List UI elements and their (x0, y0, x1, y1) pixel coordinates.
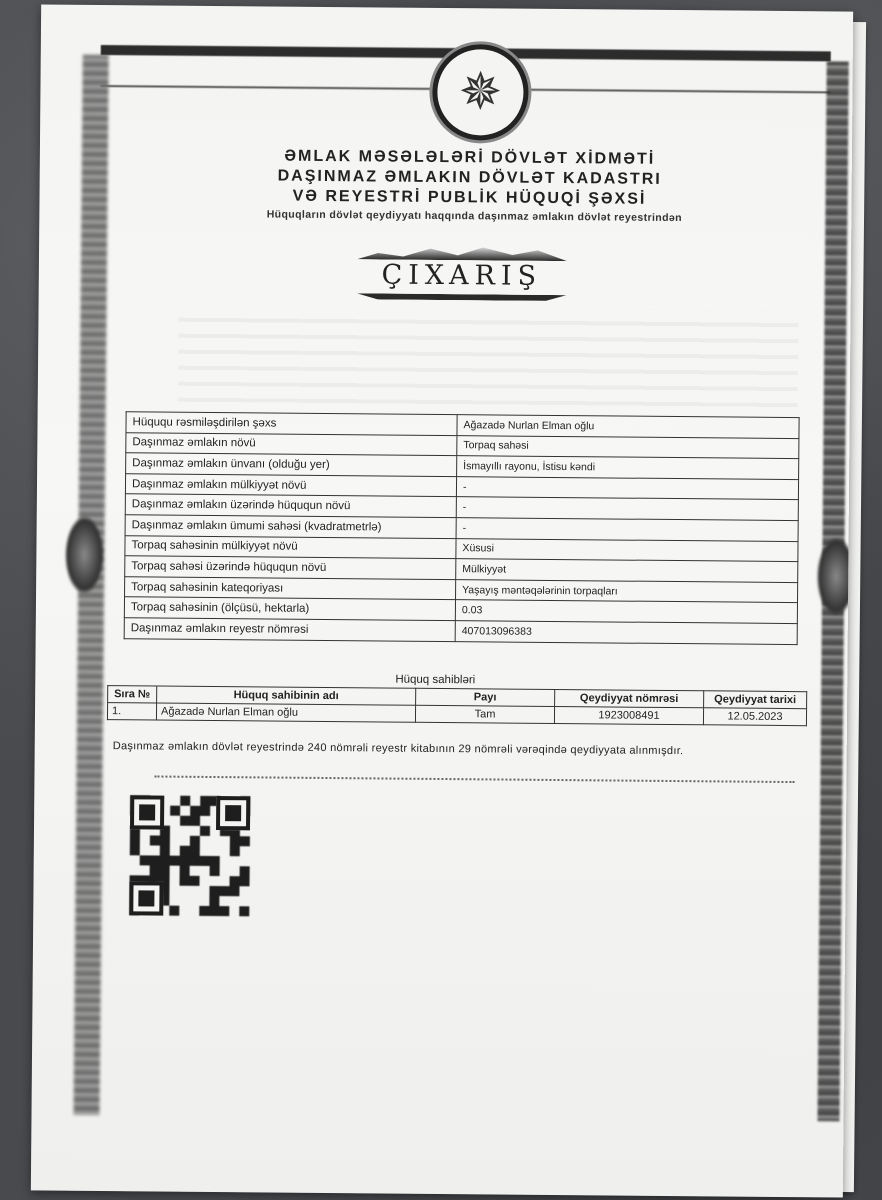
qr-module (230, 846, 240, 856)
qr-module (140, 845, 150, 855)
qr-module (210, 876, 220, 886)
qr-module (160, 866, 170, 876)
qr-module (200, 856, 210, 866)
qr-module (210, 836, 220, 846)
qr-module (150, 855, 160, 865)
qr-module (240, 846, 250, 856)
qr-module (200, 826, 210, 836)
qr-module (130, 855, 140, 865)
qr-module (200, 836, 210, 846)
info-value: - (456, 518, 798, 542)
qr-module (199, 896, 209, 906)
info-key: Hüququ rəsmiləşdirilən şəxs (126, 412, 457, 435)
qr-module (190, 826, 200, 836)
qr-module (240, 876, 250, 886)
owner-name: Ağazadə Nurlan Elman oğlu (156, 703, 415, 722)
document-title: ÇIXARIŞ (381, 259, 543, 292)
qr-module (170, 846, 180, 856)
qr-module (180, 816, 190, 826)
qr-module (239, 886, 249, 896)
qr-module (189, 896, 199, 906)
title-banner (357, 243, 567, 303)
qr-module (230, 856, 240, 866)
header-line-2: DAŞINMAZ ƏMLAKIN DÖVLƏT KADASTRI (277, 167, 662, 188)
qr-module (190, 836, 200, 846)
qr-module (220, 876, 230, 886)
info-key: Torpaq sahəsinin mülkiyyət növü (125, 535, 456, 558)
title-underline (357, 293, 567, 301)
qr-module (230, 866, 240, 876)
qr-module (170, 826, 180, 836)
property-info-table (124, 411, 800, 644)
qr-module (170, 836, 180, 846)
qr-module (180, 836, 190, 846)
qr-module (169, 896, 179, 906)
qr-module (170, 856, 180, 866)
info-key: Daşınmaz əmlakın ümumi sahəsi (kvadratmetrlə) (125, 515, 456, 538)
owners-title: Hüquq sahibləri (395, 673, 476, 687)
qr-module (190, 806, 200, 816)
info-value: İsmayıllı rayonu, İstisu kəndi (457, 456, 799, 480)
qr-module (220, 866, 230, 876)
qr-module (209, 906, 219, 916)
qr-module (210, 856, 220, 866)
qr-module (169, 906, 179, 916)
qr-module (180, 846, 190, 856)
qr-module (179, 886, 189, 896)
col-reg-number: Qeydiyyat nömrəsi (555, 689, 704, 707)
info-key: Torpaq sahəsinin (ölçüsü, hektarla) (124, 597, 455, 620)
qr-module (130, 845, 140, 855)
info-key: Torpaq sahəsi üzərində hüququn növü (125, 556, 456, 579)
qr-module (190, 856, 200, 866)
qr-module (240, 836, 250, 846)
col-share: Payı (416, 688, 555, 706)
info-value: Xüsusi (456, 538, 798, 562)
document-sheet (31, 4, 853, 1197)
qr-module (170, 866, 180, 876)
qr-module (230, 836, 240, 846)
qr-module (180, 826, 190, 836)
qr-module (130, 835, 140, 845)
qr-module (219, 896, 229, 906)
qr-module (190, 876, 200, 886)
qr-module (220, 856, 230, 866)
qr-module (140, 855, 150, 865)
agency-header (189, 146, 750, 211)
qr-module (140, 835, 150, 845)
state-emblem (432, 44, 529, 141)
qr-module (220, 836, 230, 846)
info-value: Yaşayış məntəqələrinin torpaqları (456, 579, 798, 603)
qr-module (190, 816, 200, 826)
qr-module (160, 846, 170, 856)
qr-module (219, 886, 229, 896)
qr-finder-bottom-left (129, 881, 163, 915)
info-value: 0.03 (455, 600, 797, 624)
qr-module (150, 865, 160, 875)
header-line-3: VƏ REYESTRİ PUBLİK HÜQUQİ ŞƏXSİ (292, 187, 647, 208)
owner-number: 1. (107, 703, 156, 720)
qr-module (170, 876, 180, 886)
qr-module (170, 806, 180, 816)
faded-background-text (178, 306, 799, 411)
info-value: Mülkiyyət (456, 559, 798, 583)
qr-module (189, 886, 199, 896)
qr-module (219, 906, 229, 916)
info-value: Torpaq sahəsi (457, 435, 799, 459)
qr-module (200, 796, 210, 806)
qr-module (190, 866, 200, 876)
owners-table (107, 685, 807, 726)
qr-module (180, 856, 190, 866)
col-owner-name: Hüquq sahibinin adı (157, 686, 416, 705)
qr-module (179, 906, 189, 916)
qr-module (229, 896, 239, 906)
col-number: Sıra № (108, 686, 157, 703)
qr-module (210, 846, 220, 856)
qr-module (190, 846, 200, 856)
qr-module (140, 865, 150, 875)
qr-module (200, 806, 210, 816)
info-key: Daşınmaz əmlakın reyestr nömrəsi (124, 618, 455, 641)
col-reg-date: Qeydiyyat tarixi (704, 691, 807, 709)
qr-module (229, 906, 239, 916)
qr-finder-top-right (216, 796, 250, 830)
qr-module (200, 846, 210, 856)
qr-module (180, 806, 190, 816)
qr-module (130, 865, 140, 875)
qr-module (209, 886, 219, 896)
info-key: Daşınmaz əmlakın növü (126, 432, 457, 455)
emblem-star-icon: ✵ (458, 62, 503, 123)
qr-module (200, 816, 210, 826)
document-subtitle: Hüquqların dövlət qeydiyyatı haqqında daşınmaz əmlakın dövlət reyestrindən (266, 208, 683, 225)
owner-reg-date: 12.05.2023 (703, 708, 806, 726)
qr-module (210, 866, 220, 876)
qr-module (200, 866, 210, 876)
frame-ornament-right (816, 536, 853, 616)
qr-module (150, 845, 160, 855)
qr-module (150, 835, 160, 845)
info-value: - (456, 476, 798, 500)
qr-module (170, 796, 180, 806)
qr-module (180, 866, 190, 876)
header-line-1: ƏMLAK MƏSƏLƏLƏRİ DÖVLƏT XİDMƏTİ (284, 147, 656, 168)
qr-module (240, 866, 250, 876)
info-value: Ağazadə Nurlan Elman oğlu (457, 415, 799, 439)
info-key: Daşınmaz əmlakın üzərində hüququn növü (125, 494, 456, 517)
qr-module (170, 816, 180, 826)
info-key: Daşınmaz əmlakın ünvanı (olduğu yer) (126, 453, 457, 476)
qr-module (200, 876, 210, 886)
qr-module (160, 856, 170, 866)
qr-module (239, 896, 249, 906)
qr-module (239, 906, 249, 916)
mountain-ornament (357, 243, 567, 261)
owner-share: Tam (415, 705, 554, 723)
qr-module (209, 896, 219, 906)
qr-module (190, 796, 200, 806)
qr-module (229, 886, 239, 896)
qr-module (230, 876, 240, 886)
qr-module (179, 896, 189, 906)
qr-module (169, 886, 179, 896)
qr-module (220, 846, 230, 856)
info-key: Daşınmaz əmlakın mülkiyyət növü (125, 474, 456, 497)
qr-finder-top-left (130, 795, 164, 829)
info-key: Torpaq sahəsinin kateqoriyası (125, 576, 456, 599)
qr-module (199, 906, 209, 916)
qr-module (160, 836, 170, 846)
owner-reg-number: 1923008491 (554, 706, 703, 724)
info-value: - (456, 497, 798, 521)
qr-module (189, 906, 199, 916)
qr-module (240, 856, 250, 866)
dotted-line (154, 775, 794, 785)
qr-module (180, 796, 190, 806)
registration-note: Daşınmaz əmlakın dövlət reyestrində 240 nömrəli reyestr kitabının 29 nömrəli vərəqində qeydiyyata alınmışdır. (112, 740, 684, 758)
qr-module (199, 886, 209, 896)
qr-module (180, 876, 190, 886)
info-value: 407013096383 (455, 621, 797, 645)
